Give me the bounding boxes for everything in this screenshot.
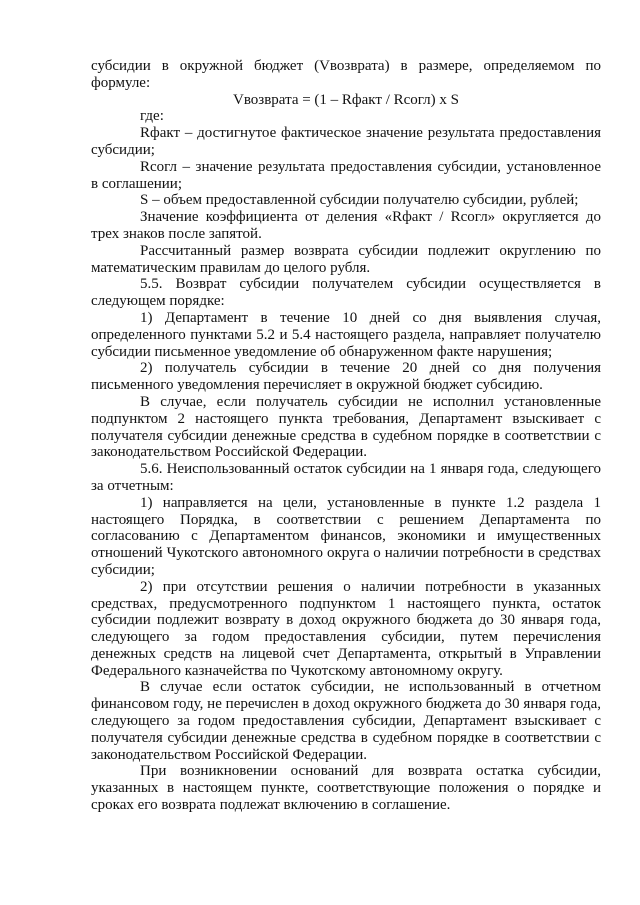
clause-5-5: 5.5. Возврат субсидии получателем субсидии осуществляется в следующем порядке: <box>91 276 601 310</box>
paragraph-where: где: <box>140 108 164 125</box>
formula-return-volume: Vвозврата = (1 – Rфакт / Rсогл) х S <box>232 91 459 108</box>
clause-5-5-item-1: 1) Департамент в течение 10 дней со дня выявления случая, определенного пунктами 5.2 и 5.4 настоящего раздела, направляет получателю субсидии письменное уведомление об обнаруженном факте нарушения; <box>91 309 601 360</box>
definition-s: S – объем предоставленной субсидии получателю субсидии, рублей; <box>140 192 579 209</box>
paragraph-court-recovery: В случае, если получатель субсидии не исполнил установленные подпунктом 2 настоящего пункта требования, Департамент взыскивает с получателя субсидии денежные средства в судебном порядке в соответствии с законодательством Российской Федерации. <box>91 393 601 461</box>
paragraph-subsidy-return-intro: субсидии в окружной бюджет (Vвозврата) в размере, определяемом по формуле: <box>91 58 601 91</box>
paragraph-unreturned-balance: В случае если остаток субсидии, не использованный в отчетном финансовом году, не перечислен в доход окружного бюджета до 30 января года, следующего за годом предоставления субсидии, Департамент взыскивает с получателя субсидии денежные средства в судебном порядке в соответствии с законодательством Российской Федерации. <box>91 679 601 763</box>
paragraph-amount-rounding: Рассчитанный размер возврата субсидии подлежит округлению по математическим правилам до целого рубля. <box>91 242 601 276</box>
document-page <box>91 58 601 814</box>
paragraph-coefficient-rounding: Значение коэффициента от деления «Rфакт / Rсогл» округляется до трех знаков после запятой. <box>91 209 601 242</box>
definition-r-fact: Rфакт – достигнутое фактическое значение результата предоставления субсидии; <box>91 125 601 158</box>
clause-5-6: 5.6. Неиспользованный остаток субсидии на 1 января года, следующего за отчетным: <box>91 461 601 494</box>
clause-5-5-item-2: 2) получатель субсидии в течение 20 дней со дня получения письменного уведомления перечисляет в окружной бюджет субсидию. <box>91 360 601 394</box>
paragraph-agreement-inclusion: При возникновении оснований для возврата остатка субсидии, указанных в настоящем пункте, соответствующие положения о порядке и сроках его возврата подлежат включению в соглашение. <box>91 763 601 814</box>
definition-r-sogl: Rсогл – значение результата предоставления субсидии, установленное в соглашении; <box>91 158 601 192</box>
clause-5-6-item-2: 2) при отсутствии решения о наличии потребности в указанных средствах, предусмотренного подпунктом 1 настоящего пункта, остаток субсидии подлежит возврату в доход окружного бюджета до 30 января года, следующего за годом предоставления субсидии, путем перечисления денежных средств на лицевой счет Департамента, открытый в Управлении Федерального казначейства по Чукотскому автономному округу. <box>91 578 601 679</box>
clause-5-6-item-1: 1) направляется на цели, установленные в пункте 1.2 раздела 1 настоящего Порядка, в соответствии с решением Департамента по согласованию с Департаментом финансов, экономики и имущественных отношений Чукотского автономного округа о наличии потребности в средствах субсидии; <box>91 494 601 578</box>
